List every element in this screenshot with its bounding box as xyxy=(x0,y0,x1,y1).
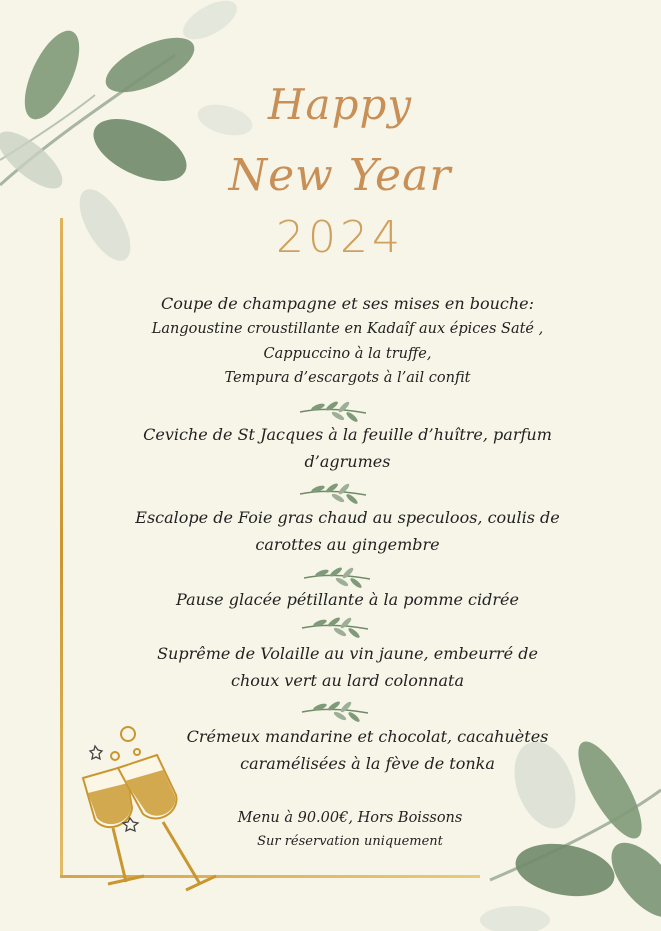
sprig-divider-icon xyxy=(300,700,370,724)
title-new-year: New Year xyxy=(228,150,452,201)
course-5-line: Suprême de Volaille au vin jaune, embeurré de xyxy=(157,644,538,663)
course-1-item: Langoustine croustillante en Kadaîf aux épices Saté , xyxy=(151,321,544,337)
sprig-divider-icon xyxy=(298,400,368,424)
course-3-line: Escalope de Foie gras chaud au speculoos, coulis de xyxy=(135,508,560,527)
course-3-line: carottes au gingembre xyxy=(255,535,440,554)
course-1-heading: Coupe de champagne et ses mises en bouche: xyxy=(160,294,535,313)
title-happy: Happy xyxy=(267,80,413,129)
sprig-divider-icon xyxy=(300,616,370,640)
sprig-divider-icon xyxy=(298,482,368,506)
course-1-item: Tempura d’escargots à l’ail confit xyxy=(224,370,471,386)
title-year: 2024 xyxy=(276,212,404,263)
course-2-line: d’agrumes xyxy=(304,452,391,471)
reservation-note: Sur réservation uniquement xyxy=(257,834,443,849)
course-6-line: Crémeux mandarine et chocolat, cacahuètes xyxy=(186,727,549,746)
course-6-line: caramélisées à la fève de tonka xyxy=(240,754,495,773)
menu-price: Menu à 90.00€, Hors Boissons xyxy=(237,810,463,826)
course-4-line: Pause glacée pétillante à la pomme cidrée xyxy=(176,590,519,609)
course-2-line: Ceviche de St Jacques à la feuille d’huître, parfum xyxy=(143,425,552,444)
course-1-item: Cappuccino à la truffe, xyxy=(263,346,432,362)
sprig-divider-icon xyxy=(302,566,372,590)
course-5-line: choux vert au lard colonnata xyxy=(230,671,464,690)
